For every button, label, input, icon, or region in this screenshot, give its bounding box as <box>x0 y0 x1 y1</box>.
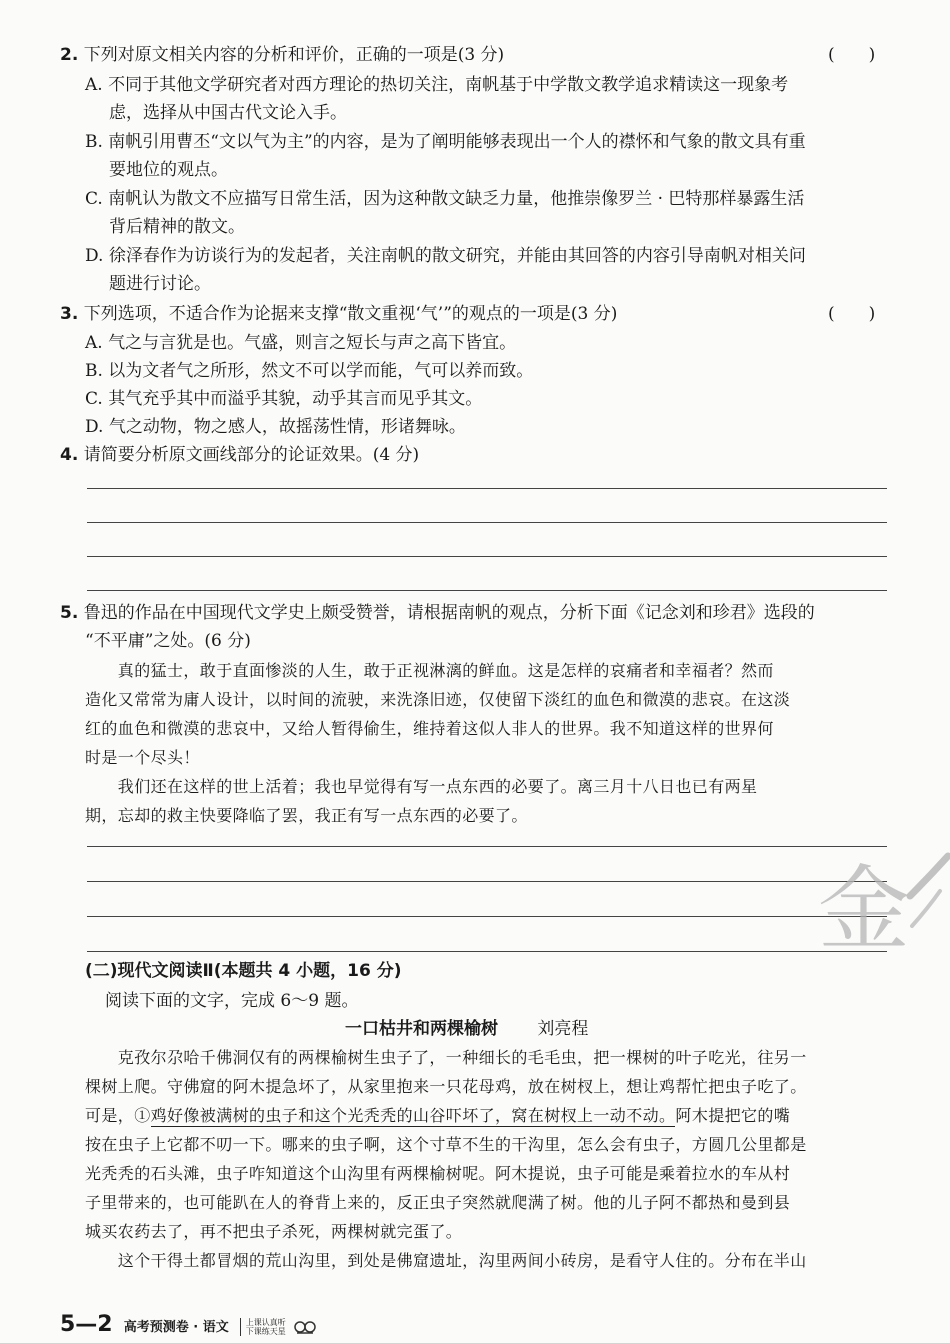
q2-option-a-line2: 虑，选择从中国古代文论入手。 <box>109 103 347 123</box>
story-line-underlined <box>85 1104 790 1128</box>
story-line: 按在虫子上它都不叨一下。哪来的虫子啊，这个寸草不生的干沟里，怎么会有虫子，方圆几公里都是 <box>85 1135 807 1154</box>
footer-logo-icon <box>294 1319 316 1335</box>
q5-passage-line: 期，忘却的救主快要降临了罢，我正有写一点东西的必要了。 <box>85 806 528 825</box>
q2-option-d-line1: D. 徐泽春作为访谈行为的发起者，关注南帆的散文研究，并能由其回答的内容引导南帆对相关问 <box>85 246 806 266</box>
story-line: 子里带来的，也可能趴在人的脊背上来的，反正虫子突然就爬满了树。他的儿子阿不都热和曼到县 <box>85 1193 791 1212</box>
q3-option-c: C. 其气充乎其中而溢乎其貌，动乎其言而见乎其文。 <box>85 389 483 409</box>
section2-instruction: 阅读下面的文字，完成 6～9 题。 <box>105 991 359 1011</box>
q4-answer-line-1[interactable] <box>87 488 887 489</box>
footer-title: 高考预测卷 · 语文 <box>123 1320 229 1335</box>
q5-answer-line-2[interactable] <box>87 881 887 882</box>
q3-option-a: A. 气之与言犹是也。气盛，则言之短长与声之高下皆宜。 <box>85 333 517 353</box>
story-author: 刘亮程 <box>537 1019 589 1039</box>
q5-number: 5. <box>60 603 79 623</box>
q4-stem: 请简要分析原文画线部分的论证效果。(4 分) <box>83 445 420 465</box>
section2-heading: (二)现代文阅读Ⅱ(本题共 4 小题，16 分) <box>85 961 402 981</box>
q4-number: 4. <box>60 445 79 465</box>
q5-passage-line: 我们还在这样的世上活着；我也早觉得有写一点东西的必要了。离三月十八日也已有两星 <box>85 777 758 796</box>
q2-number: 2. <box>60 45 79 65</box>
q3-option-b: B. 以为文者气之所形，然文不可以学而能，气可以养而致。 <box>85 361 534 381</box>
q5-stem-1: 鲁迅的作品在中国现代文学史上颇受赞誉，请根据南帆的观点，分析下面《记念刘和珍君》选段的 <box>83 603 815 623</box>
seal-brush-stroke <box>910 856 948 896</box>
footer-slogan-line2: 下课练天星 <box>245 1326 286 1336</box>
q5-answer-line-1[interactable] <box>87 846 887 847</box>
q3-stem: 下列选项，不适合作为论据来支撑“散文重视‘气’”的观点的一项是(3 分) <box>83 304 618 324</box>
footer-slogan <box>240 1318 286 1336</box>
story-line: 城买农药去了，再不把虫子杀死，两棵树就完蛋了。 <box>85 1222 463 1241</box>
q5-answer-line-4[interactable] <box>87 951 887 952</box>
q3-number: 3. <box>60 304 79 324</box>
q2-stem: 下列对原文相关内容的分析和评价，正确的一项是(3 分) <box>83 45 505 65</box>
underlined-sentence-1: 鸡好像被满树的虫子和这个光秃秃的山谷吓坏了，窝在树杈上一动不动。 <box>150 1106 676 1125</box>
q3-answer-bracket[interactable]: ( ) <box>828 304 876 324</box>
q2-answer-bracket[interactable]: ( ) <box>828 45 876 65</box>
q4-stem-line <box>60 443 419 467</box>
q5-passage-line: 时是一个尽头！ <box>85 748 200 767</box>
q3-stem-line <box>60 302 617 326</box>
story-title-line <box>345 1017 588 1041</box>
q2-option-c-line2: 背后精神的散文。 <box>109 217 245 237</box>
footer-slogan-line1: 上课认真听 <box>245 1317 286 1327</box>
story-line3-post: 阿木提把它的嘴 <box>675 1106 791 1125</box>
q3-option-d: D. 气之动物，物之感人，故摇荡性情，形诸舞咏。 <box>85 417 466 437</box>
story-line3-pre: 可是， <box>85 1106 135 1125</box>
q2-option-d-line2: 题进行讨论。 <box>109 274 211 294</box>
seal-brush-stroke <box>912 891 940 926</box>
q5-stem-line1 <box>60 601 815 625</box>
q4-answer-line-3[interactable] <box>87 556 887 557</box>
story-line: 克孜尔尕哈千佛洞仅有的两棵榆树生虫子了，一种细长的毛毛虫，把一棵树的叶子吃光，往另一 <box>85 1048 807 1067</box>
q5-answer-line-3[interactable] <box>87 916 887 917</box>
q5-passage-line: 红的血色和微漠的悲哀中，又给人暂得偷生，维持着这似人非人的世界。我不知道这样的世界何 <box>85 719 774 738</box>
page-code: 5—2 <box>60 1312 113 1337</box>
story-line: 这个干得土都冒烟的荒山沟里，到处是佛窟遗址，沟里两间小砖房，是看守人住的。分布在半山 <box>85 1251 807 1270</box>
q2-option-b-line2: 要地位的观点。 <box>109 160 228 180</box>
q4-answer-line-4[interactable] <box>87 590 887 591</box>
q4-answer-line-2[interactable] <box>87 522 887 523</box>
story-title: 一口枯井和两棵榆树 <box>345 1019 498 1039</box>
q5-passage-line: 真的猛士，敢于直面惨淡的人生，敢于正视淋漓的鲜血。这是怎样的哀痛者和幸福者？然而 <box>85 661 774 680</box>
page-footer <box>60 1312 316 1337</box>
q2-option-c-line1: C. 南帆认为散文不应描写日常生活，因为这种散文缺乏力量，他推崇像罗兰 · 巴特那样暴露生活 <box>85 189 805 209</box>
story-line: 光秃秃的石头滩，虫子咋知道这个山沟里有两棵榆树呢。阿木提说，虫子可能是乘着拉水的车从村 <box>85 1164 791 1183</box>
seal-glyph: 金 <box>818 856 911 961</box>
q5-passage-line: 造化又常常为庸人设计，以时间的流驶，来洗涤旧迹，仅使留下淡红的血色和微漠的悲哀。在这淡 <box>85 690 791 709</box>
q2-stem-line <box>60 43 504 67</box>
story-line: 棵树上爬。守佛窟的阿木提急坏了，从家里抱来一只花母鸡，放在树杈上，想让鸡帮忙把虫子吃了。 <box>85 1077 807 1096</box>
q5-stem-line2: “不平庸”之处。(6 分) <box>85 631 251 651</box>
underline-marker-1: ① <box>134 1106 151 1125</box>
q2-option-a-line1: A. 不同于其他文学研究者对西方理论的热切关注，南帆基于中学散文教学追求精读这一现象考 <box>85 75 789 95</box>
brush-seal-watermark <box>800 836 950 961</box>
q2-option-b-line1: B. 南帆引用曹丕“文以气为主”的内容，是为了阐明能够表现出一个人的襟怀和气象的散文具有重 <box>85 132 806 152</box>
